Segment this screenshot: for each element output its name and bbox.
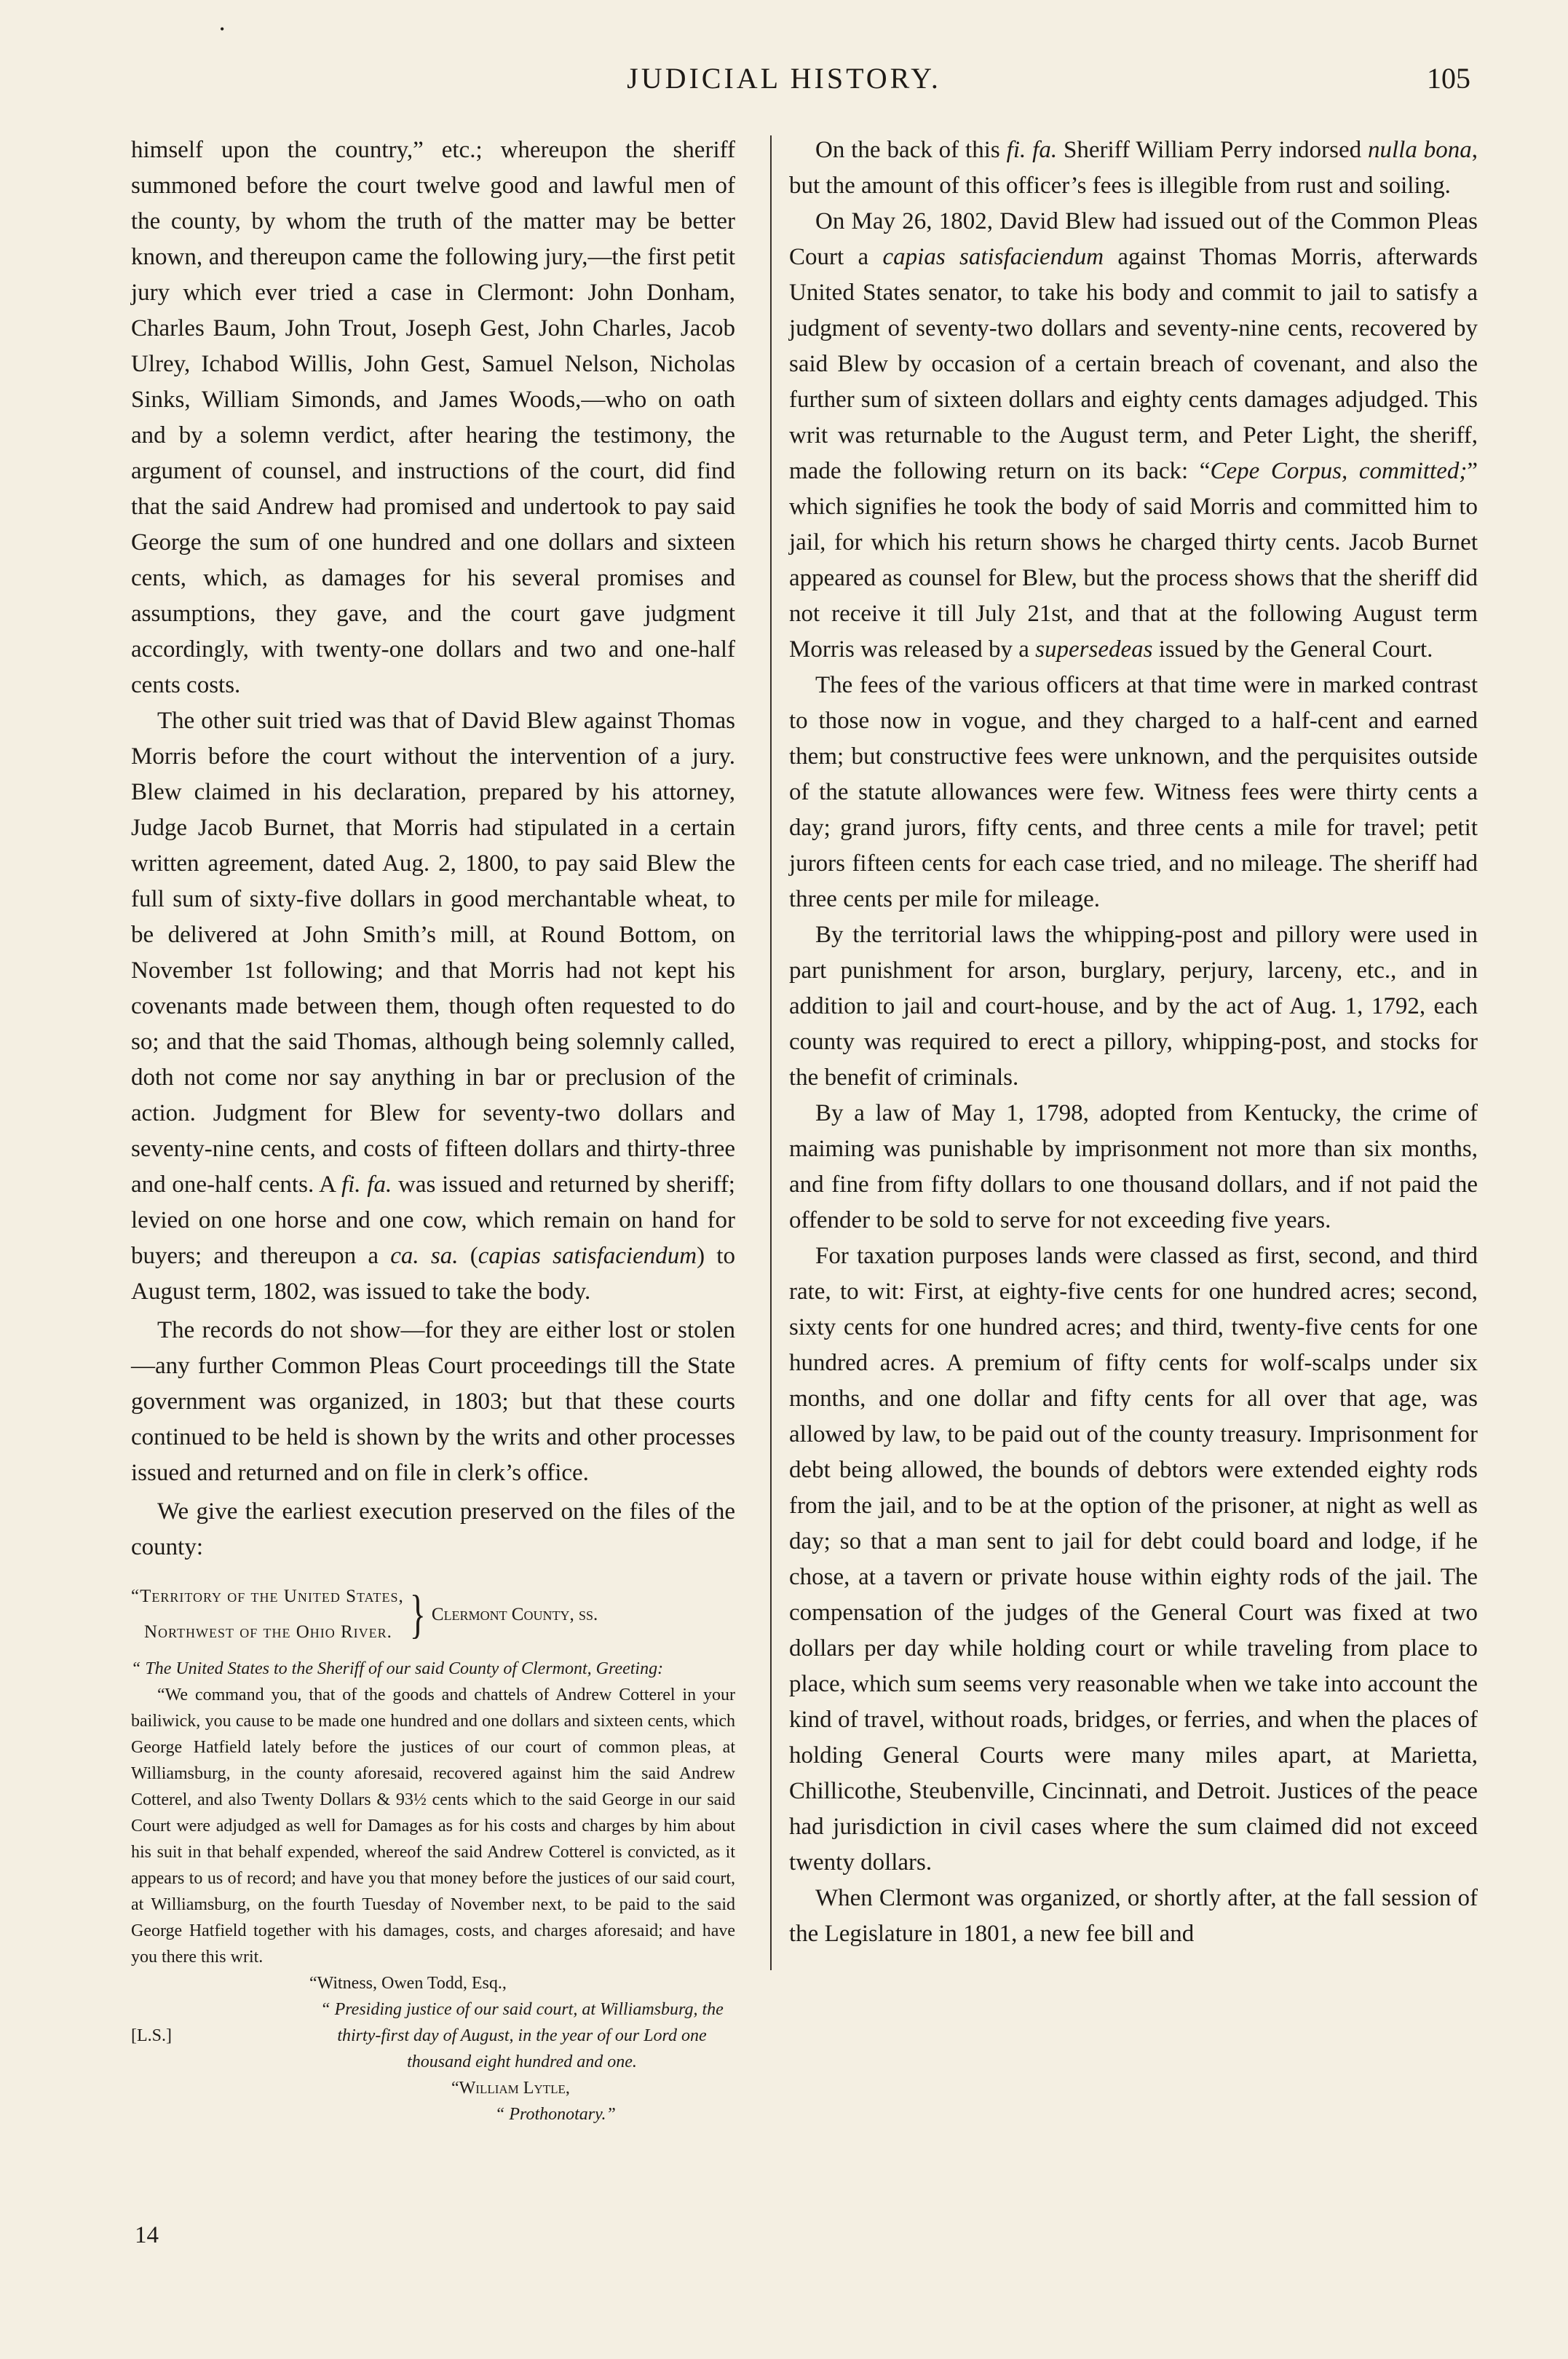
- paragraph: When Clermont was organized, or shortly after, at the fall session of the Legislature in 1801, a new fee bill and: [789, 1885, 1478, 1947]
- signature-mark: 14: [135, 2222, 159, 2248]
- paragraph: For taxation purposes lands were classed as first, second, and third rate, to wit: First, at eighty-five cents for one hundred acres; second, sixty cents for one hundred acres; and third, twenty-five cents for one hundred acres. A premium of fifty cents for wolf-scalps under six months, and one dollar and fifty cents for all over that age, was allowed by law, to be paid out of the county treasury. Imprisonment for debt being allowed, the bounds of debtors were extended eighty rods from the jail, and to be at the option of the prisoner, at night as well as day; so that a man sent to jail for debt could board and lodge, if he chose, at a tavern or private house within eighty rods of the jail. The compensation of the judges of the General Court was fixed at two dollars per day while holding court or while traveling from place to place, which sum seems very reasonable when we take into account the kind of travel, without roads, bridges, or ferries, and when the places of holding General Courts were many miles apart, at Marietta, Chillicothe, Steubenville, Cincinnati, and Detroit. Justices of the peace had jurisdiction in civil cases where the sum claimed did not exceed twenty dollars.: [789, 1243, 1478, 1876]
- writ-caption: [131, 1578, 735, 1650]
- writ-signer: “William Lytle,: [451, 2079, 570, 2098]
- writ-text: [131, 1656, 735, 2127]
- stray-mark: •: [220, 22, 225, 36]
- paragraph: The other suit tried was that of David Blew against Thomas Morris before the court without the intervention of a jury. Blew claimed in his declaration, prepared by his attorney, Judge Jacob Burnet, that Morris had stipulated in a certain written agreement, dated Aug. 2, 1800, to pay said Blew the full sum of sixty-five dollars in good merchantable wheat, to be delivered at John Smith’s mill, at Round Bottom, on November 1st following; and that Morris had not kept his covenants made between them, though often requested to do so; and that the said Thomas, although being solemnly called, doth not come nor say anything in bar or preclusion of the action. Judgment for Blew for seventy-two dollars and seventy-nine cents, and costs of fifteen dollars and thirty-three and one-half cents. A fi. fa. was issued and returned by sheriff; levied on one horse and one cow, which remain on hand for buyers; and thereupon a ca. sa. (capias satisfaciendum) to August term, 1802, was issued to take the body.: [131, 708, 735, 1305]
- page-number: 105: [1427, 62, 1470, 95]
- writ-attestation: [131, 1996, 735, 2075]
- writ-witness: “Witness, Owen Todd, Esq.,: [309, 1974, 507, 1993]
- caption-line: Northwest of the Ohio River.: [144, 1622, 392, 1642]
- writ-signer-title: “ Prothonotary.”: [495, 2105, 616, 2124]
- writ-presiding: “ Presiding justice of our said court, at Williamsburg, the thirty-first day of August, in the year of our Lord one thousand eight hundred and one.: [320, 2000, 724, 2071]
- caption-county: Clermont County, ss.: [431, 1604, 598, 1624]
- paragraph: On the back of this fi. fa. Sheriff William Perry indorsed nulla bona, but the amount of this officer’s fees is illegible from rust and soiling.: [789, 137, 1478, 199]
- paragraph: We give the earliest execution preserved on the files of the county:: [131, 1498, 735, 1560]
- paragraph: By the territorial laws the whipping-post and pillory were used in part punishment for arson, burglary, perjury, larceny, etc., and in addition to jail and court-house, and by the act of Aug. 1, 1792, each county was required to erect a pillory, whipping-post, and stocks for the benefit of criminals.: [789, 922, 1478, 1091]
- writ-greeting: “ The United States to the Sheriff of our said County of Clermont, Greeting:: [131, 1659, 664, 1678]
- left-column: [131, 133, 735, 2127]
- running-header-title: JUDICIAL HISTORY.: [627, 62, 941, 95]
- paragraph: The fees of the various officers at that time were in marked contrast to those now in vogue, and they charged to a half-cent and earned them; but constructive fees were unknown, and the perquisites outside of the statute allowances were few. Witness fees were thirty cents a day; grand jurors, fifty cents, and three cents a mile for travel; petit jurors fifteen cents for each case tried, and no mileage. The sheriff had three cents per mile for mileage.: [789, 672, 1478, 912]
- caption-line: “Territory of the United States,: [131, 1587, 404, 1606]
- paragraph: On May 26, 1802, David Blew had issued out of the Common Pleas Court a capias satisfaciendum against Thomas Morris, afterwards United States senator, to take his body and commit to jail to satisfy a judgment of seventy-two dollars and seventy-nine cents, recovered by said Blew by occasion of a certain breach of covenant, and also the further sum of sixteen dollars and eighty cents damages adjudged. This writ was returnable to the August term, and Peter Light, the sheriff, made the following return on its back: “Cepe Corpus, committed;” which signifies he took the body of said Morris and committed him to jail, for which his return shows he charged thirty cents. Jacob Burnet appeared as counsel for Blew, but the process shows that the sheriff did not receive it till July 21st, and that at the following August term Morris was released by a supersedeas issued by the General Court.: [789, 208, 1478, 663]
- right-column: [789, 133, 1478, 1952]
- column-divider: [770, 135, 772, 1970]
- paragraph: himself upon the country,” etc.; whereupon the sheriff summoned before the court twelve good and lawful men of the county, by whom the truth of the matter may be better known, and thereupon came the following jury,—the first petit jury which ever tried a case in Clermont: John Donham, Charles Baum, John Trout, Joseph Gest, John Charles, Jacob Ulrey, Ichabod Willis, John Gest, Samuel Nelson, Nicholas Sinks, William Simonds, and James Woods,—who on oath and by a solemn verdict, after hearing the testimony, the argument of counsel, and instructions of the court, did find that the said Andrew had promised and undertook to pay said George the sum of one hundred and one dollars and sixteen cents, which, as damages for his several promises and assumptions, they gave, and the court gave judgment accordingly, with twenty-one dollars and two and one-half cents costs.: [131, 137, 735, 698]
- paragraph: The records do not show—for they are either lost or stolen—any further Common Pleas Court proceedings till the State government was organized, in 1803; but that these courts continued to be held is shown by the writs and other processes issued and returned and on file in clerk’s office.: [131, 1317, 735, 1486]
- seal-mark: [L.S.]: [131, 2026, 172, 2045]
- brace: }: [409, 1584, 426, 1643]
- writ-body: “We command you, that of the goods and chattels of Andrew Cotterel in your bailiwick, you cause to be made one hundred and one dollars and sixteen cents, which George Hatfield lately before the justices of our court of common pleas, at Williamsburg, in the county aforesaid, recovered against him the said Andrew Cotterel, and also Twenty Dollars & 93½ cents which to the said George in our said Court were adjudged as well for Damages as for his costs and charges by him about his suit in that behalf expended, whereof the said Andrew Cotterel is convicted, as it appears to us of record; and have you that money before the justices of our said court, at Williamsburg, on the fourth Tuesday of November next, to be paid to the said George Hatfield together with his damages, costs, and charges aforesaid; and have you there this writ.: [131, 1686, 735, 1967]
- paragraph: By a law of May 1, 1798, adopted from Kentucky, the crime of maiming was punishable by imprisonment not more than six months, and fine from fifty dollars to one thousand dollars, and if not paid the offender to be sold to serve for not exceeding five years.: [789, 1100, 1478, 1233]
